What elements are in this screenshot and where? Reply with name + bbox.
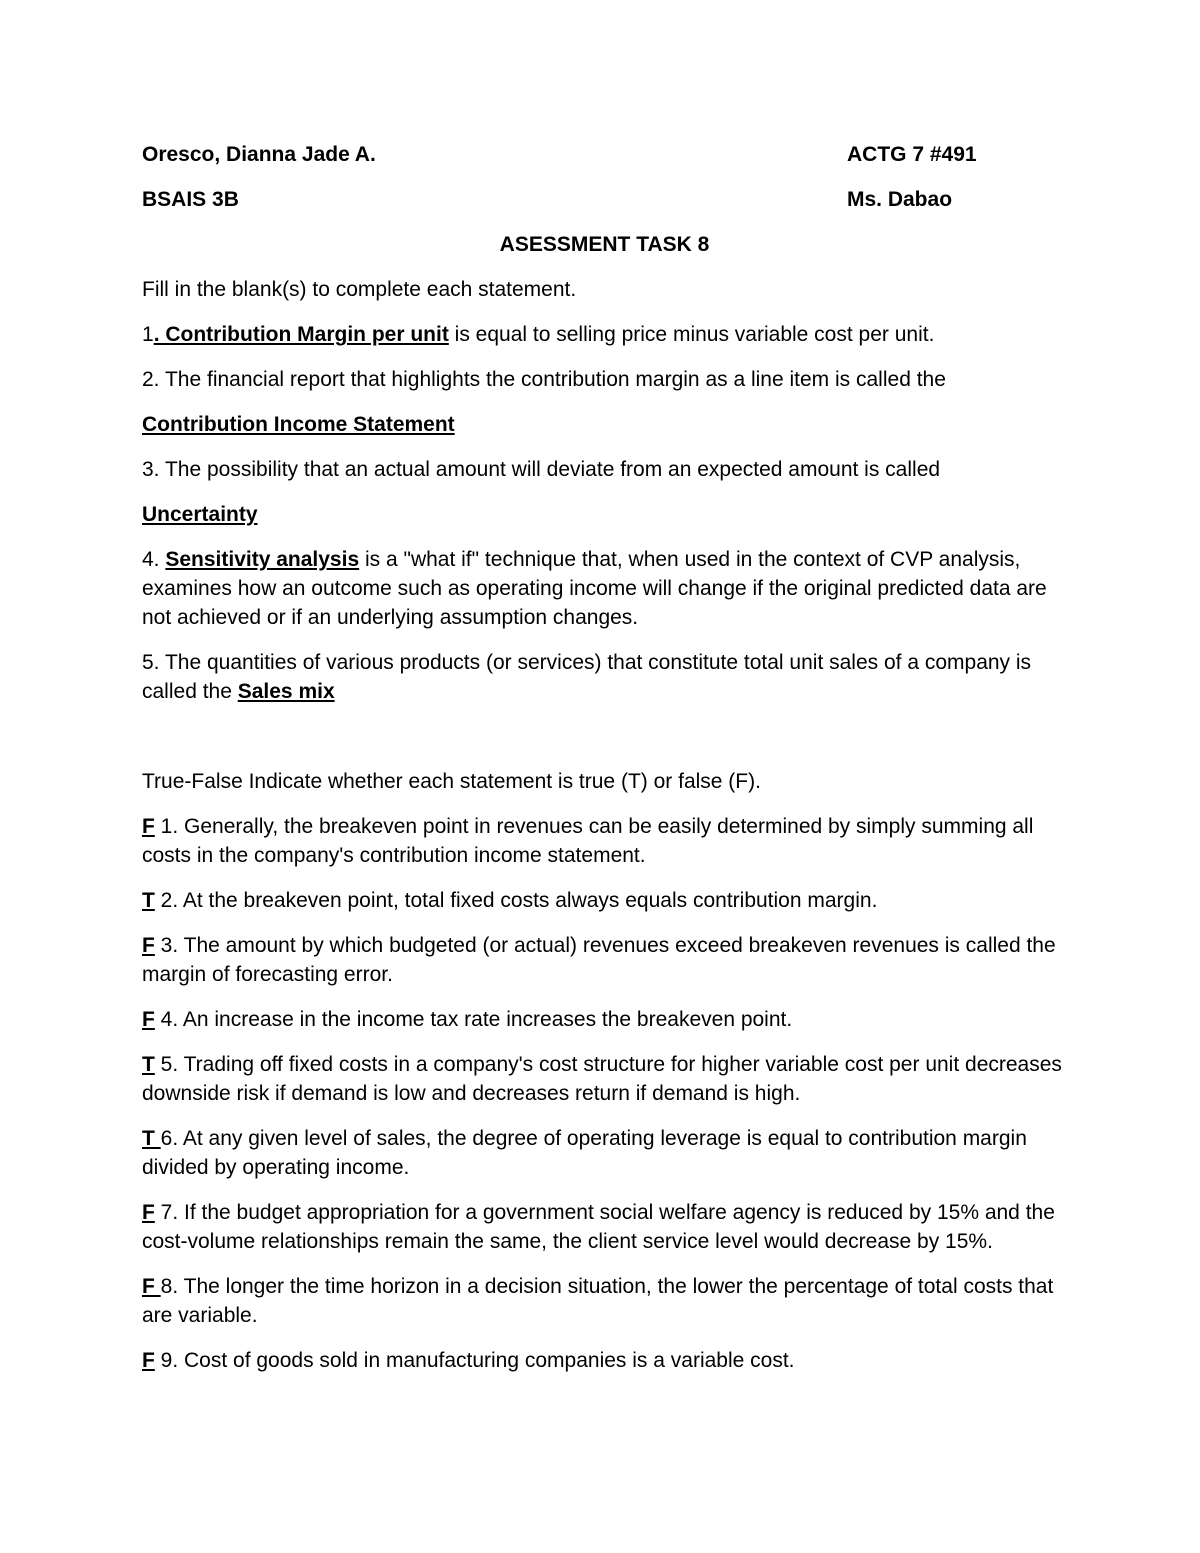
tf-text: 9. Cost of goods sold in manufacturing companies is a variable cost. [154, 1349, 795, 1372]
tf-item-8 [142, 1272, 1067, 1330]
item-text: 5. The quantities of various products (or services) that constitute total unit sales of a company is called the [142, 651, 1032, 703]
item-text: is a "what if" technique that, when used in the context of CVP analysis, examines how an outcome such as operating income will change if the original predicted data are not achieved or if an underlying assumption changes. [142, 548, 1047, 629]
tf-text: 1. Generally, the breakeven point in revenues can be easily determined by simply summing all costs in the company's contribution income statement. [142, 815, 1034, 867]
tf-item-9 [142, 1346, 1067, 1375]
tf-answer: F [142, 1008, 155, 1031]
tf-item-4 [142, 1005, 1067, 1034]
true-false-instruction: True-False Indicate whether each statement is true (T) or false (F). [142, 770, 761, 793]
fill-blank-item-4 [142, 545, 1067, 632]
tf-item-6 [142, 1124, 1067, 1182]
fill-blank-item-1 [142, 320, 1067, 349]
tf-item-1 [142, 812, 1067, 870]
item-text: 4. [142, 548, 166, 571]
tf-text: 3. The amount by which budgeted (or actual) revenues exceed breakeven revenues is called the margin of forecasting error. [142, 934, 1056, 986]
item-answer: Sales mix [237, 680, 335, 703]
tf-answer: F [142, 934, 155, 957]
tf-item-5 [142, 1050, 1067, 1108]
tf-answer: F [142, 1275, 161, 1298]
tf-answer: T [142, 1127, 161, 1150]
tf-text: 7. If the budget appropriation for a government social welfare agency is reduced by 15% and the cost-volume relationships remain the same, the client service level would decrease by 15%. [142, 1201, 1055, 1253]
tf-answer: F [142, 1201, 155, 1224]
tf-answer: T [142, 1053, 155, 1076]
item-answer: Uncertainty [142, 503, 258, 526]
fill-blank-item-3-question: 3. The possibility that an actual amount will deviate from an expected amount is called [142, 458, 941, 481]
item-answer: Sensitivity analysis [165, 548, 360, 571]
tf-text: 4. An increase in the income tax rate increases the breakeven point. [154, 1008, 793, 1031]
item-answer: Contribution Income Statement [142, 413, 455, 436]
fill-blank-item-3-answer [142, 500, 1067, 529]
tf-answer: F [142, 815, 155, 838]
tf-item-7 [142, 1198, 1067, 1256]
header-row-2 [142, 185, 1067, 214]
header-row-1 [142, 140, 1067, 169]
instructor-name: Ms. Dabao [847, 188, 953, 211]
fill-blank-item-2-question: 2. The financial report that highlights the contribution margin as a line item is called the [142, 368, 946, 391]
item-answer: . Contribution Margin per unit [153, 323, 449, 346]
student-section: BSAIS 3B [142, 188, 239, 211]
tf-text: 6. At any given level of sales, the degree of operating leverage is equal to contribution margin divided by operating income. [142, 1127, 1027, 1179]
document-title: ASESSMENT TASK 8 [499, 233, 710, 256]
tf-answer: T [142, 889, 155, 912]
tf-text: 5. Trading off fixed costs in a company's cost structure for higher variable cost per unit decreases downside risk if demand is low and decreases return if demand is high. [142, 1053, 1062, 1105]
tf-text: 2. At the breakeven point, total fixed costs always equals contribution margin. [154, 889, 878, 912]
student-name: Oresco, Dianna Jade A. [142, 143, 376, 166]
fill-blank-item-5 [142, 648, 1067, 706]
item-text: 1 [142, 323, 154, 346]
fill-blank-instruction: Fill in the blank(s) to complete each statement. [142, 278, 577, 301]
section-spacer [142, 722, 1067, 767]
tf-item-3 [142, 931, 1067, 989]
tf-item-2 [142, 886, 1067, 915]
fill-blank-item-2-answer [142, 410, 1067, 439]
course-code: ACTG 7 #491 [847, 143, 977, 166]
item-text: is equal to selling price minus variable cost per unit. [448, 323, 935, 346]
tf-text: 8. The longer the time horizon in a decision situation, the lower the percentage of total costs that are variable. [142, 1275, 1054, 1327]
document-page [142, 140, 1067, 1391]
tf-answer: F [142, 1349, 155, 1372]
